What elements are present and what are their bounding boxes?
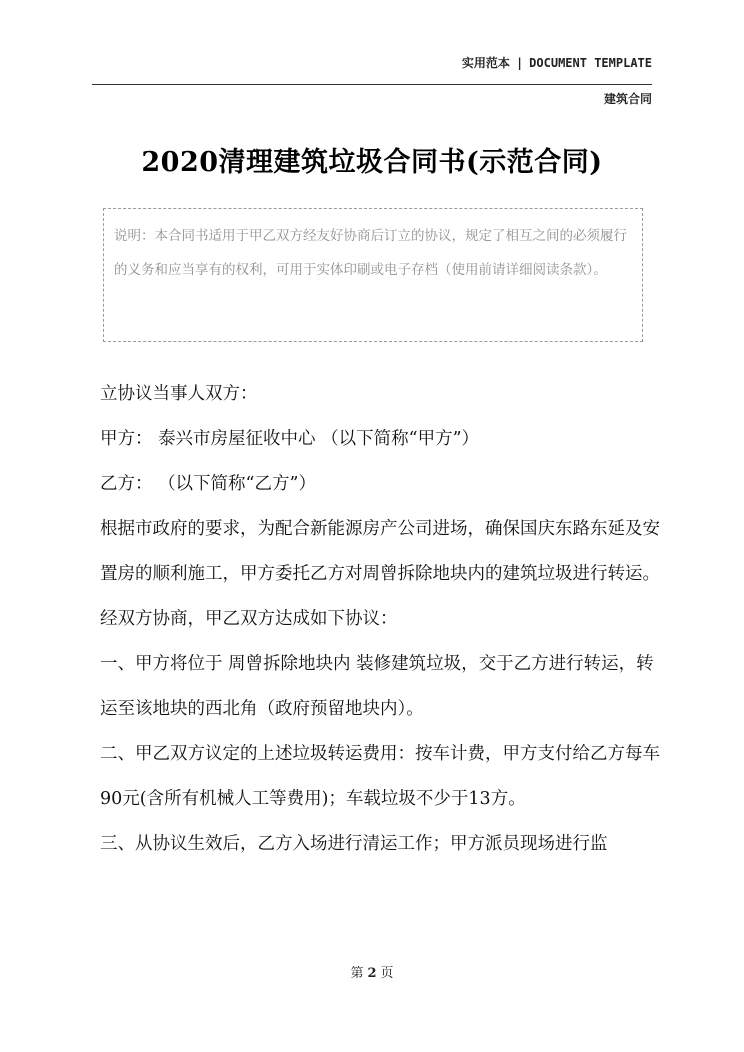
header-right-label: DOCUMENT TEMPLATE: [529, 56, 652, 70]
paragraph-party-a: 甲方： 泰兴市房屋征收中心 （以下简称“甲方”）: [100, 429, 480, 449]
document-body: [100, 372, 660, 867]
paragraph-clause-1: 一、甲方将位于 周曾拆除地块内 装修建筑垃圾，交于乙方进行转运，转运至该地块的西北角（政府预留地块内）。: [100, 654, 654, 719]
note-box: 说明：本合同书适用于甲乙双方经友好协商后订立的协议，规定了相互之间的必须履行的义务和应当享有的权利，可用于实体印刷或电子存档（使用前请详细阅读条款）。: [103, 208, 643, 342]
header-separator: |: [515, 56, 524, 70]
footer-suffix: 页: [380, 966, 394, 981]
header-left-label: 实用范本: [461, 56, 510, 70]
header-category: 建筑合同: [603, 92, 652, 106]
paragraph-clause-2: 二、甲乙双方议定的上述垃圾转运费用：按车计费，甲方支付给乙方每车90元(含所有机械人工等费用)；车载垃圾不少于13方。: [100, 744, 660, 809]
paragraph-preamble: 根据市政府的要求，为配合新能源房产公司进场，确保国庆东路东延及安置房的顺利施工，甲方委托乙方对周曾拆除地块内的建筑垃圾进行转运。经双方协商，甲乙双方达成如下协议：: [100, 519, 660, 629]
header-doc-label: [462, 54, 652, 71]
footer-prefix: 第: [350, 966, 364, 981]
page-number: 2: [367, 966, 377, 981]
paragraph-party-b: 乙方： （以下简称“乙方”）: [100, 474, 316, 494]
page-footer: [0, 962, 744, 981]
document-title: 2020清理建筑垃圾合同书(示范合同): [141, 147, 603, 178]
paragraph-clause-3: 三、从协议生效后，乙方入场进行清运工作；甲方派员现场进行监: [100, 834, 608, 854]
paragraph-parties: 立协议当事人双方：: [100, 384, 258, 404]
header-rule: [92, 84, 652, 85]
